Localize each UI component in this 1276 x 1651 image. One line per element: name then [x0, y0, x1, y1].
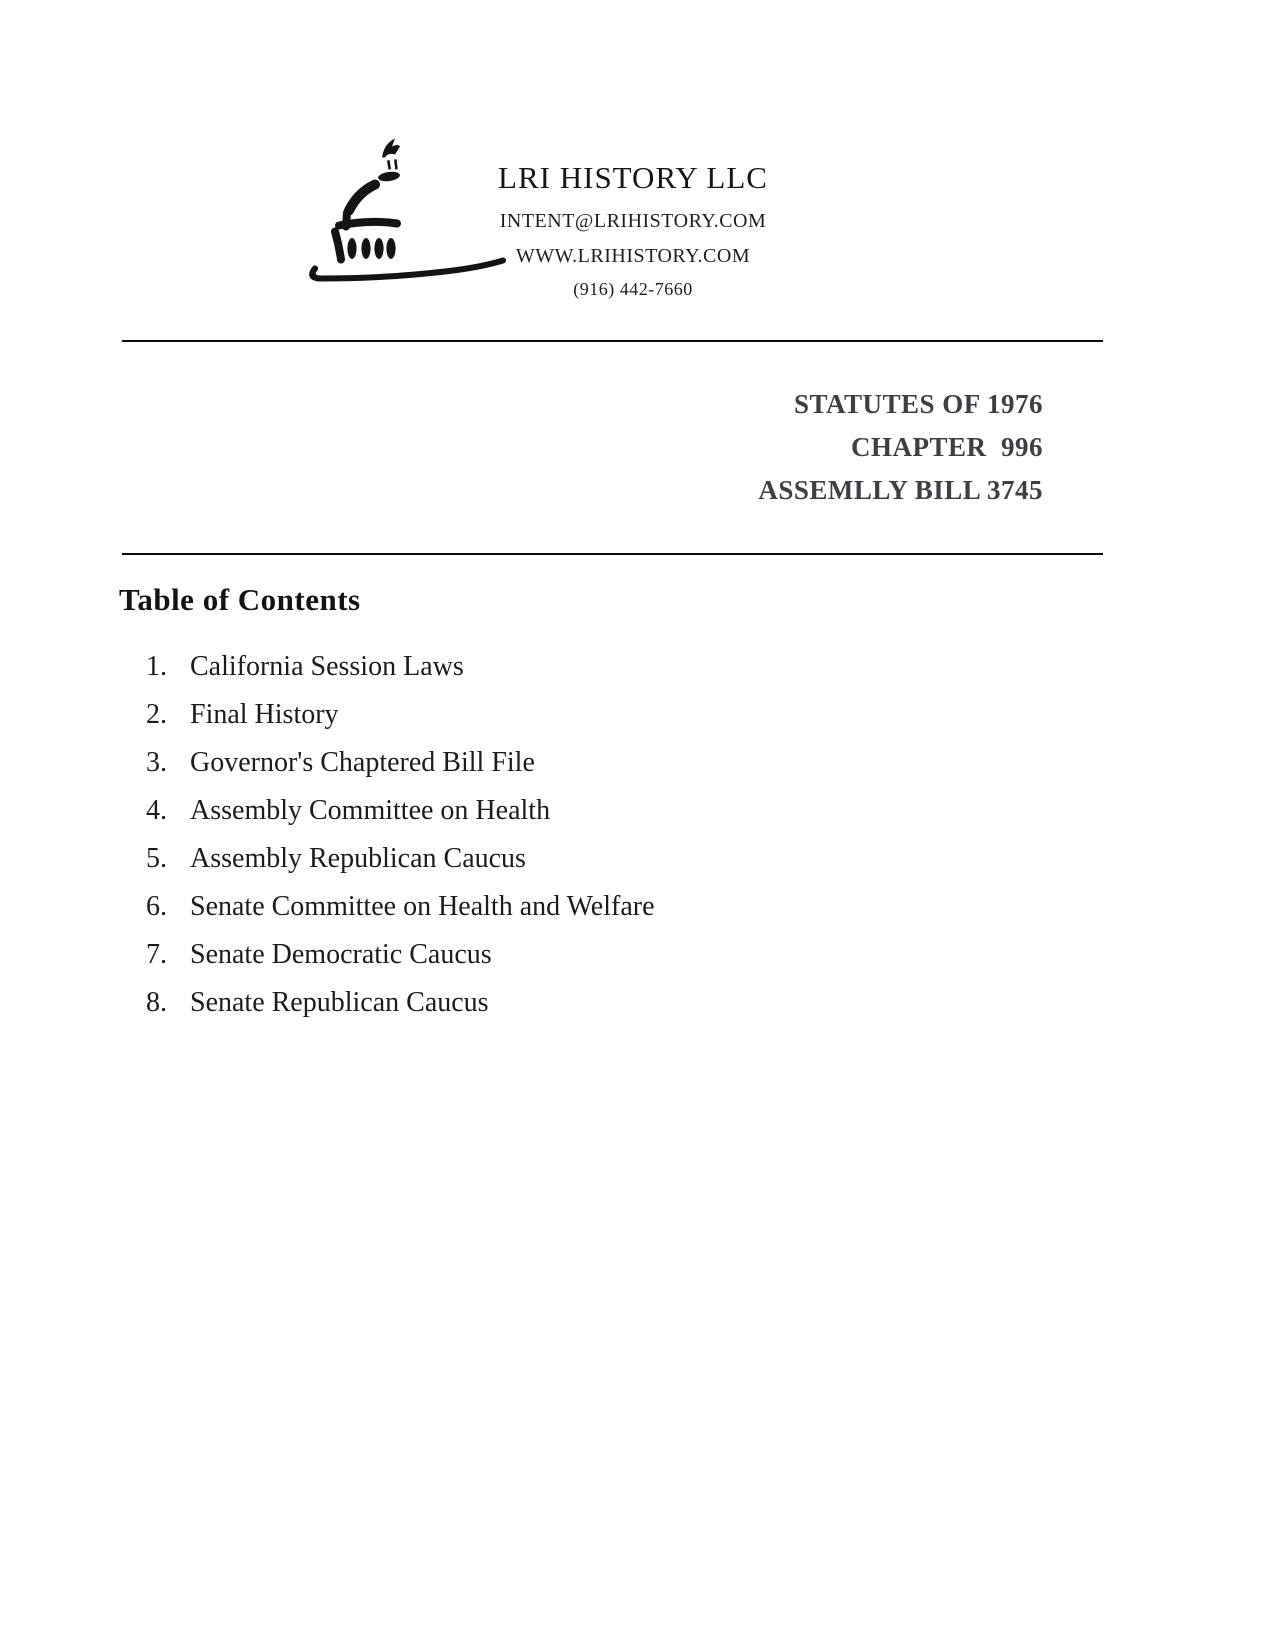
toc-item-label: Final History — [190, 699, 339, 730]
statute-line-3: ASSEMLLY BILL 3745 — [758, 475, 1043, 505]
toc-item — [0, 987, 1000, 1035]
toc-item-number: 8. — [146, 987, 167, 1018]
toc-item-number: 3. — [146, 747, 167, 778]
toc-item — [0, 843, 1000, 891]
statute-line-2: CHAPTER 996 — [850, 432, 1043, 462]
toc-item-number: 4. — [146, 795, 167, 826]
toc-item-label: Senate Republican Caucus — [190, 987, 489, 1018]
toc-item-label: Senate Committee on Health and Welfare — [190, 891, 655, 922]
statute-title-block — [758, 383, 1043, 512]
toc-item-number: 1. — [146, 651, 167, 682]
horizontal-rule-bottom — [122, 553, 1103, 555]
toc-item — [0, 891, 1000, 939]
toc-item-label: Governor's Chaptered Bill File — [190, 747, 535, 778]
toc-item-number: 5. — [146, 843, 167, 874]
toc-item — [0, 795, 1000, 843]
toc-heading: Table of Contents — [119, 582, 361, 617]
company-phone: (916) 442-7660 — [573, 279, 693, 299]
toc-item-number: 6. — [146, 891, 167, 922]
company-email: INTENT@LRIHISTORY.COM — [499, 210, 767, 232]
toc-item-number: 2. — [146, 699, 167, 730]
toc-item-number: 7. — [146, 939, 167, 970]
toc-list — [0, 651, 1000, 1035]
toc-item-label: Senate Democratic Caucus — [190, 939, 492, 970]
toc-item — [0, 651, 1000, 699]
toc-item — [0, 939, 1000, 987]
statute-line-1: STATUTES OF 1976 — [793, 389, 1043, 419]
toc-item-label: California Session Laws — [190, 651, 464, 682]
toc-item-label: Assembly Republican Caucus — [190, 843, 526, 874]
company-name: LRI HISTORY LLC — [498, 160, 768, 195]
toc-item-label: Assembly Committee on Health — [190, 795, 551, 826]
letterhead — [433, 160, 833, 300]
toc-item — [0, 747, 1000, 795]
company-website: WWW.LRIHISTORY.COM — [515, 245, 751, 267]
toc-item — [0, 699, 1000, 747]
horizontal-rule-top — [122, 340, 1103, 342]
